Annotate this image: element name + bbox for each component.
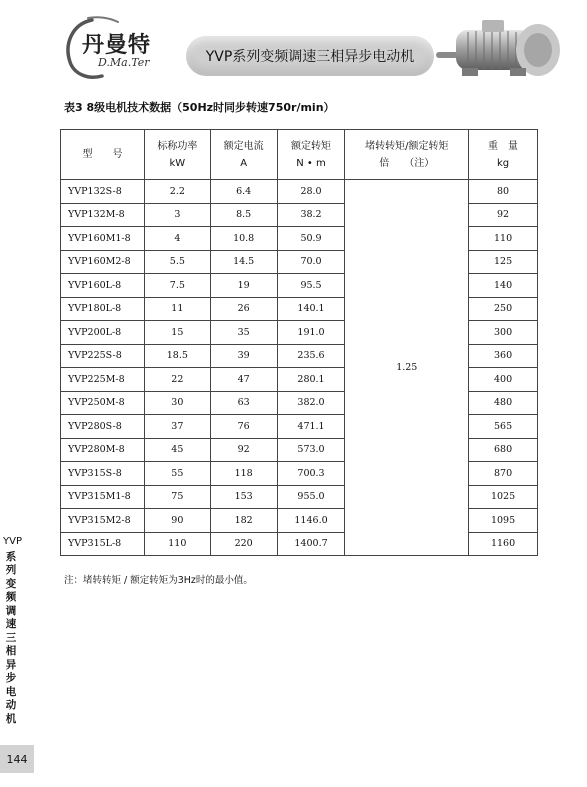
side-section-tab xyxy=(3,535,22,726)
cell-weight: 680 xyxy=(469,438,538,462)
cell-weight: 870 xyxy=(469,462,538,486)
cell-model: YVP132M-8 xyxy=(61,203,145,227)
cell-weight: 565 xyxy=(469,415,538,439)
side-title-char: 动 xyxy=(5,699,17,711)
side-title-char: 调 xyxy=(5,604,17,617)
cell-current: 220 xyxy=(210,532,277,556)
cell-power: 2.2 xyxy=(144,180,210,204)
side-title-char: 电 xyxy=(5,685,17,698)
cell-model: YVP200L-8 xyxy=(61,321,145,345)
cell-torque: 280.1 xyxy=(277,368,345,392)
cell-weight: 250 xyxy=(469,297,538,321)
cell-current: 47 xyxy=(210,368,277,392)
cell-torque: 235.6 xyxy=(277,344,345,368)
side-title-char: 机 xyxy=(5,712,17,725)
logo-subtext: D.Ma.Ter xyxy=(98,56,150,69)
cell-current: 10.8 xyxy=(210,227,277,251)
header-model: 型 号 xyxy=(61,130,145,180)
cell-model: YVP160M1-8 xyxy=(61,227,145,251)
cell-weight: 360 xyxy=(469,344,538,368)
cell-weight: 480 xyxy=(469,391,538,415)
cell-power: 11 xyxy=(144,297,210,321)
cell-power: 30 xyxy=(144,391,210,415)
cell-weight: 1160 xyxy=(469,532,538,556)
cell-weight: 80 xyxy=(469,180,538,204)
motor-image xyxy=(432,16,567,80)
table-caption: 表3 8级电机技术数据（50Hz时同步转速750r/min） xyxy=(64,101,335,114)
cell-torque: 140.1 xyxy=(277,297,345,321)
header-torque: 额定转矩 N • m xyxy=(277,130,345,180)
table-footnote: 注：堵转转矩 / 额定转矩为3Hz时的最小值。 xyxy=(64,575,253,586)
cell-model: YVP280M-8 xyxy=(61,438,145,462)
cell-current: 8.5 xyxy=(210,203,277,227)
cell-torque: 471.1 xyxy=(277,415,345,439)
cell-power: 15 xyxy=(144,321,210,345)
cell-model: YVP280S-8 xyxy=(61,415,145,439)
logo-text: 丹曼特 xyxy=(82,33,152,58)
cell-weight: 1025 xyxy=(469,485,538,509)
cell-torque: 1146.0 xyxy=(277,509,345,533)
spec-table xyxy=(60,129,538,556)
cell-torque: 28.0 xyxy=(277,180,345,204)
cell-current: 92 xyxy=(210,438,277,462)
table-row xyxy=(61,180,538,204)
cell-weight: 110 xyxy=(469,227,538,251)
cell-power: 18.5 xyxy=(144,344,210,368)
cell-model: YVP315M2-8 xyxy=(61,509,145,533)
cell-current: 26 xyxy=(210,297,277,321)
cell-power: 37 xyxy=(144,415,210,439)
cell-power: 5.5 xyxy=(144,250,210,274)
side-title-char: 系 xyxy=(5,550,17,563)
cell-weight: 140 xyxy=(469,274,538,298)
banner-title: YVP系列变频调速三相异步电动机 xyxy=(186,36,434,76)
cell-current: 39 xyxy=(210,344,277,368)
cell-power: 22 xyxy=(144,368,210,392)
side-title-char: 步 xyxy=(5,672,17,684)
cell-model: YVP315M1-8 xyxy=(61,485,145,509)
cell-weight: 125 xyxy=(469,250,538,274)
side-series-label: YVP xyxy=(3,536,22,547)
cell-weight: 400 xyxy=(469,368,538,392)
cell-torque: 955.0 xyxy=(277,485,345,509)
cell-power: 7.5 xyxy=(144,274,210,298)
header-current: 额定电流 A xyxy=(210,130,277,180)
cell-torque: 70.0 xyxy=(277,250,345,274)
header-power: 标称功率 kW xyxy=(144,130,210,180)
company-logo xyxy=(62,14,192,84)
cell-current: 14.5 xyxy=(210,250,277,274)
cell-power: 75 xyxy=(144,485,210,509)
cell-power: 4 xyxy=(144,227,210,251)
cell-current: 118 xyxy=(210,462,277,486)
cell-current: 153 xyxy=(210,485,277,509)
cell-power: 55 xyxy=(144,462,210,486)
side-title-char: 列 xyxy=(5,564,17,576)
cell-torque: 191.0 xyxy=(277,321,345,345)
cell-model: YVP250M-8 xyxy=(61,391,145,415)
electric-motor-icon xyxy=(432,16,567,80)
cell-model: YVP225S-8 xyxy=(61,344,145,368)
side-title-char: 异 xyxy=(5,658,17,671)
cell-torque: 1400.7 xyxy=(277,532,345,556)
cell-model: YVP160L-8 xyxy=(61,274,145,298)
header-weight: 重 量 kg xyxy=(469,130,538,180)
cell-power: 45 xyxy=(144,438,210,462)
side-title-char: 速 xyxy=(5,618,17,630)
cell-model: YVP315S-8 xyxy=(61,462,145,486)
cell-torque: 95.5 xyxy=(277,274,345,298)
cell-weight: 300 xyxy=(469,321,538,345)
cell-power: 110 xyxy=(144,532,210,556)
header-ratio: 堵转转矩/额定转矩 倍 （注） xyxy=(345,130,469,180)
cell-weight: 1095 xyxy=(469,509,538,533)
cell-model: YVP160M2-8 xyxy=(61,250,145,274)
cell-current: 6.4 xyxy=(210,180,277,204)
cell-model: YVP132S-8 xyxy=(61,180,145,204)
cell-current: 35 xyxy=(210,321,277,345)
cell-model: YVP315L-8 xyxy=(61,532,145,556)
side-title-char: 变 xyxy=(5,577,17,590)
cell-power: 90 xyxy=(144,509,210,533)
cell-current: 182 xyxy=(210,509,277,533)
table-header-row xyxy=(61,130,538,180)
cell-power: 3 xyxy=(144,203,210,227)
cell-ratio-merged: 1.25 xyxy=(345,180,469,556)
cell-model: YVP180L-8 xyxy=(61,297,145,321)
cell-current: 76 xyxy=(210,415,277,439)
cell-current: 19 xyxy=(210,274,277,298)
cell-weight: 92 xyxy=(469,203,538,227)
cell-torque: 50.9 xyxy=(277,227,345,251)
side-title-char: 频 xyxy=(5,591,17,603)
cell-model: YVP225M-8 xyxy=(61,368,145,392)
side-title-char: 相 xyxy=(5,645,17,657)
side-title-char: 三 xyxy=(5,631,17,644)
cell-torque: 573.0 xyxy=(277,438,345,462)
cell-torque: 38.2 xyxy=(277,203,345,227)
page-number: 144 xyxy=(0,745,34,773)
cell-torque: 382.0 xyxy=(277,391,345,415)
cell-torque: 700.3 xyxy=(277,462,345,486)
cell-current: 63 xyxy=(210,391,277,415)
